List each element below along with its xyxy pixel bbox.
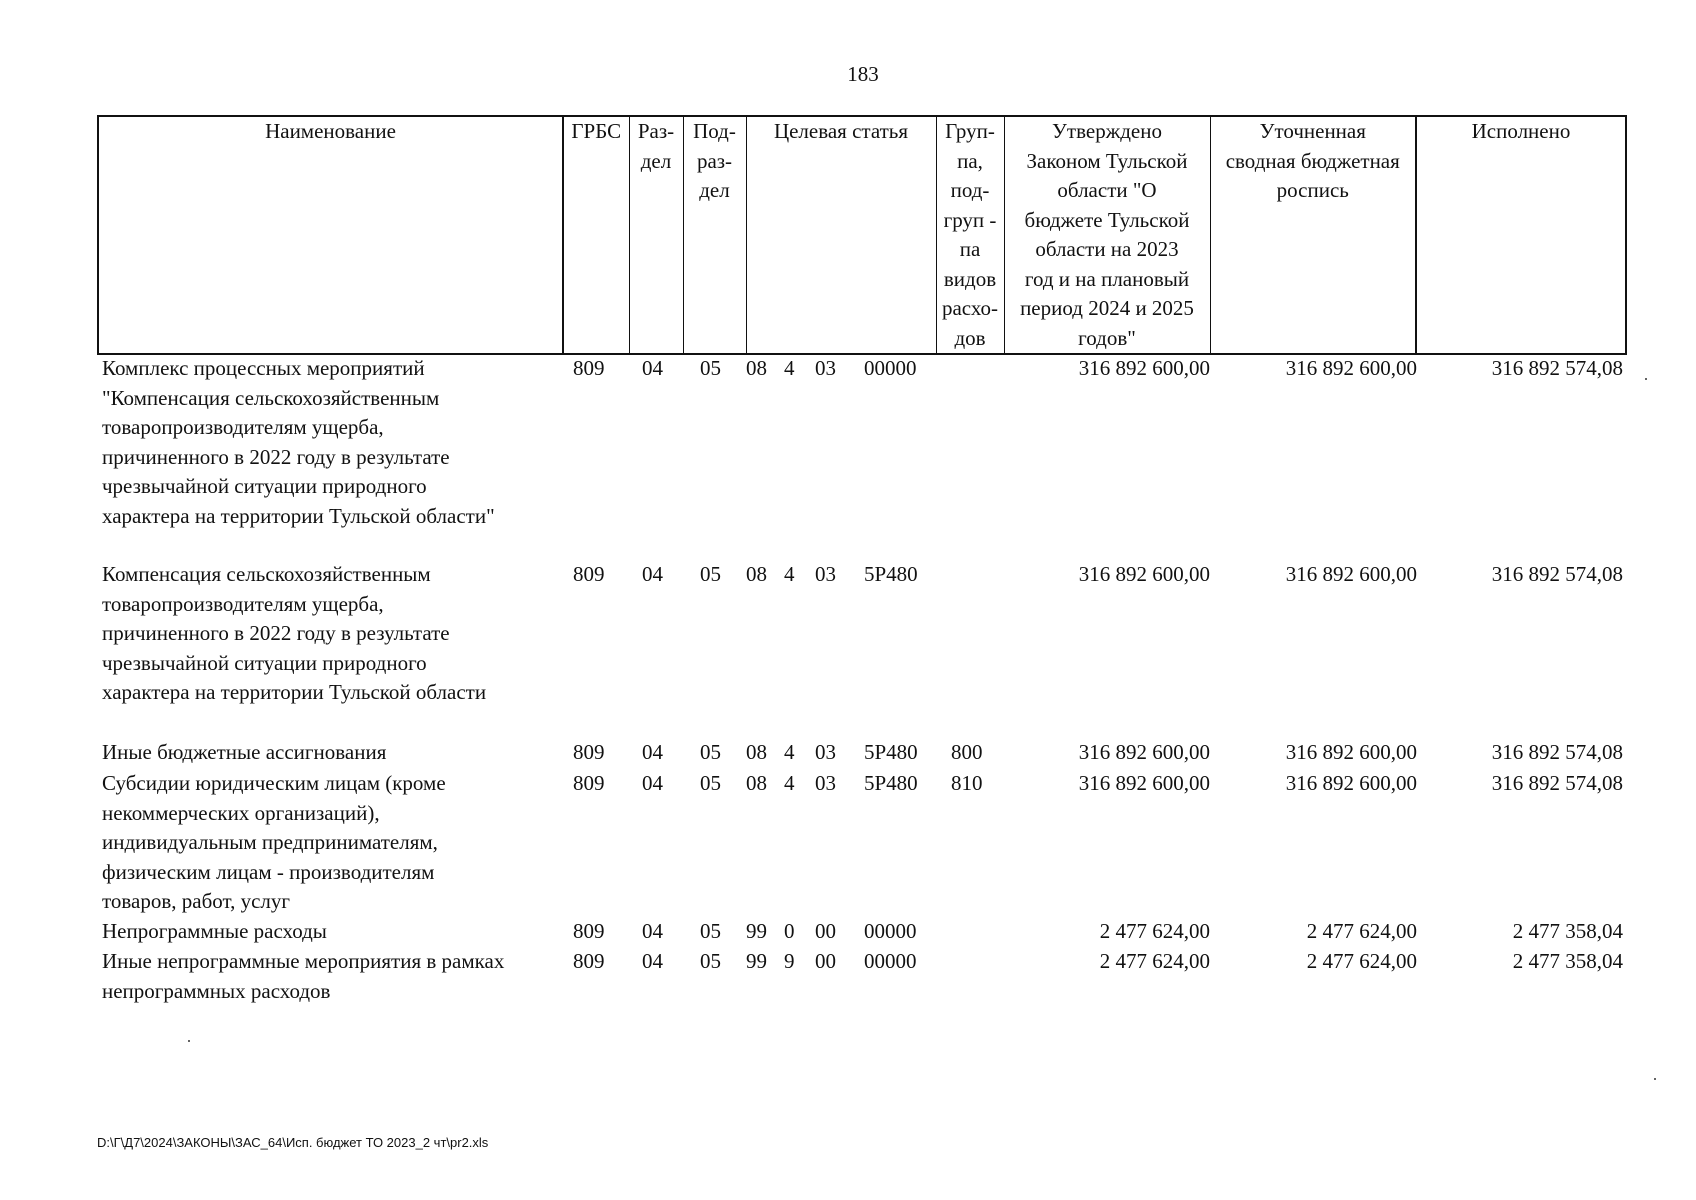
row-razdel: 04 — [642, 740, 663, 764]
header-expense-group: Груп- па, под- груп - па видов расхо- дов — [936, 116, 1004, 354]
row-podrazdel: 05 — [700, 949, 721, 973]
row-grbs: 809 — [573, 771, 605, 795]
row-target-sub: 03 — [815, 562, 836, 586]
row-approved: 316 892 600,00 — [1078, 771, 1210, 795]
row-target-sub: 00 — [815, 949, 836, 973]
row-executed: 2 477 358,04 — [1512, 919, 1623, 943]
row-razdel: 04 — [642, 562, 663, 586]
row-podrazdel: 05 — [700, 919, 721, 943]
row-executed: 316 892 574,08 — [1491, 740, 1623, 764]
scan-speck — [1654, 1078, 1656, 1080]
row-target-program: 99 — [746, 949, 767, 973]
row-razdel: 04 — [642, 919, 663, 943]
row-grbs: 809 — [573, 949, 605, 973]
table-body — [97, 354, 1627, 1054]
row-name: Субсидии юридическим лицам (кроме некоммерческих организаций), индивидуальным предпринимателям, физическим лицам - производителям товаров, работ, услуг — [102, 771, 446, 913]
row-executed: 2 477 358,04 — [1512, 949, 1623, 973]
row-podrazdel: 05 — [700, 562, 721, 586]
row-name: Иные непрограммные мероприятия в рамках непрограммных расходов — [102, 949, 505, 1003]
row-approved: 2 477 624,00 — [1099, 949, 1210, 973]
header-refined: Уточненная сводная бюджетная роспись — [1210, 116, 1416, 354]
row-expense-group: 810 — [951, 771, 983, 795]
row-executed: 316 892 574,08 — [1491, 562, 1623, 586]
row-approved: 316 892 600,00 — [1078, 356, 1210, 380]
row-target-program: 08 — [746, 771, 767, 795]
row-name: Непрограммные расходы — [102, 919, 327, 943]
row-approved: 316 892 600,00 — [1078, 562, 1210, 586]
header-approved: Утверждено Законом Тульской области "О бюджете Тульской области на 2023 год и на плановый период 2024 и 2025 годов" — [1004, 116, 1210, 354]
row-target-sub: 03 — [815, 356, 836, 380]
row-podrazdel: 05 — [700, 740, 721, 764]
row-grbs: 809 — [573, 562, 605, 586]
row-name: Иные бюджетные ассигнования — [102, 740, 387, 764]
row-approved: 316 892 600,00 — [1078, 740, 1210, 764]
file-path-footer: D:\Г\Д7\2024\ЗАКОНЫ\ЗАС_64\Исп. бюджет ТО 2023_2 чт\pr2.xls — [97, 1135, 489, 1150]
row-razdel: 04 — [642, 356, 663, 380]
row-target-direction: 5Р480 — [864, 771, 918, 795]
scan-speck — [188, 1040, 190, 1042]
row-grbs: 809 — [573, 356, 605, 380]
row-target-type: 0 — [784, 919, 795, 943]
row-target-program: 99 — [746, 919, 767, 943]
row-podrazdel: 05 — [700, 771, 721, 795]
row-name: Компенсация сельскохозяйственным товаропроизводителям ущерба, причиненного в 2022 году в результате чрезвычайной ситуации природного характера на территории Тульской области — [102, 562, 487, 704]
header-name: Наименование — [98, 116, 563, 354]
row-target-program: 08 — [746, 562, 767, 586]
header-target-article: Целевая статья — [746, 116, 936, 354]
row-grbs: 809 — [573, 740, 605, 764]
row-razdel: 04 — [642, 949, 663, 973]
row-refined: 2 477 624,00 — [1306, 919, 1417, 943]
header-razdel: Раз- дел — [629, 116, 683, 354]
row-executed: 316 892 574,08 — [1491, 356, 1623, 380]
row-refined: 316 892 600,00 — [1285, 562, 1417, 586]
row-target-direction: 5Р480 — [864, 740, 918, 764]
row-executed: 316 892 574,08 — [1491, 771, 1623, 795]
row-refined: 316 892 600,00 — [1285, 771, 1417, 795]
table-header — [97, 115, 1627, 355]
row-target-direction: 00000 — [864, 356, 917, 380]
row-target-direction: 00000 — [864, 919, 917, 943]
row-target-program: 08 — [746, 356, 767, 380]
row-refined: 2 477 624,00 — [1306, 949, 1417, 973]
row-name: Комплекс процессных мероприятий "Компенсация сельскохозяйственным товаропроизводителям ущерба, причиненного в 2022 году в результате чрезвычайной ситуации природного характера на территории Тульской области" — [102, 356, 495, 528]
header-executed: Исполнено — [1416, 116, 1626, 354]
row-grbs: 809 — [573, 919, 605, 943]
row-target-sub: 03 — [815, 740, 836, 764]
row-target-type: 4 — [784, 356, 795, 380]
row-expense-group: 800 — [951, 740, 983, 764]
row-target-type: 4 — [784, 562, 795, 586]
row-target-sub: 03 — [815, 771, 836, 795]
row-refined: 316 892 600,00 — [1285, 356, 1417, 380]
header-grbs: ГРБС — [563, 116, 629, 354]
row-target-direction: 5Р480 — [864, 562, 918, 586]
row-approved: 2 477 624,00 — [1099, 919, 1210, 943]
row-target-program: 08 — [746, 740, 767, 764]
row-target-sub: 00 — [815, 919, 836, 943]
row-target-direction: 00000 — [864, 949, 917, 973]
row-podrazdel: 05 — [700, 356, 721, 380]
row-target-type: 9 — [784, 949, 795, 973]
page-number: 183 — [847, 62, 879, 86]
row-target-type: 4 — [784, 771, 795, 795]
row-refined: 316 892 600,00 — [1285, 740, 1417, 764]
header-podrazdel: Под- раз- дел — [683, 116, 746, 354]
scan-speck — [1645, 378, 1647, 380]
row-razdel: 04 — [642, 771, 663, 795]
row-target-type: 4 — [784, 740, 795, 764]
